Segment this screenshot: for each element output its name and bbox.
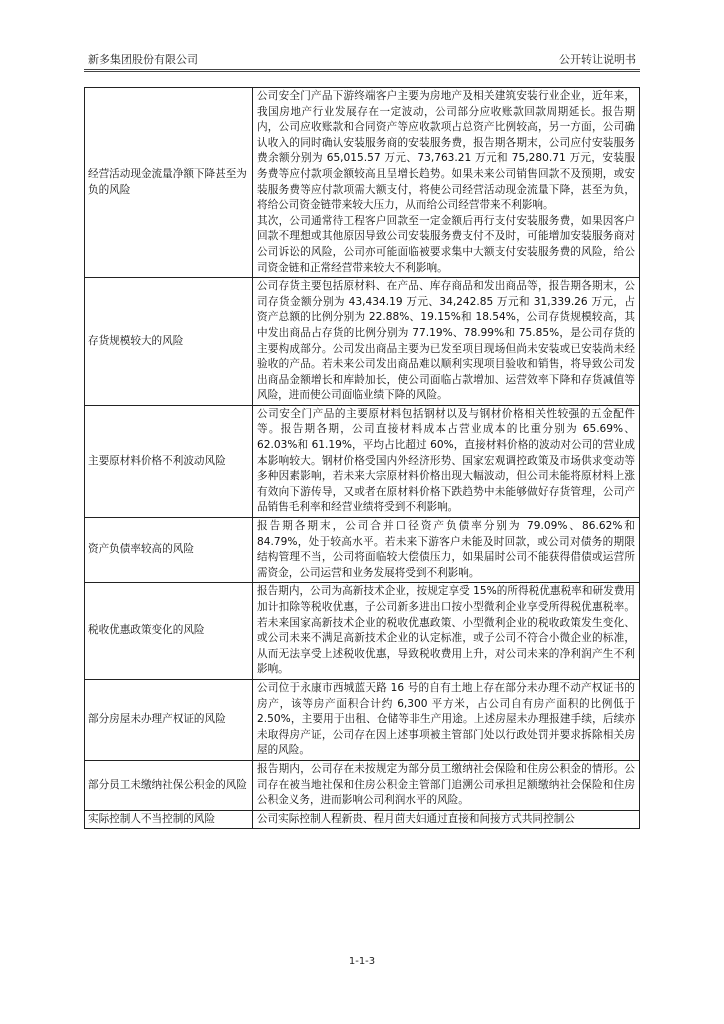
risk-description-paragraph: 报告期各期末，公司合并口径资产负债率分别为 79.09%、86.62%和 84.79%，处于较高水平。若未来下游客户未能及时回款，或公司对债务的期限结构管理不当，公司将面临较大偿债压力，如果届时公司不能获得借债或运营所需资金，公司运营和业务发展将受到不利影响。 bbox=[257, 520, 635, 579]
table-row bbox=[85, 278, 640, 406]
risk-description-paragraph: 公司存货主要包括原材料、在产品、库存商品和发出商品等，报告期各期末，公司存货金额分别为 43,434.19 万元、34,242.85 万元和 31,339.26 万元，占资产总额的比例分别为 22.88%、19.15%和 18.54%，公司存货规模较高，其中发出商品占存货的比例分别为 77.19%、78.99%和 75.85%，是公司存货的主要构成部分。公司发出商品主要为已发至项目现场但尚未安装或已安装尚未经验收的产品。若未来公司发出商品难以顺利实现项目验收和销售，将导致公司发出商品金额增长和库龄加长，使公司面临占款增加、运营效率下降和存货减值等风险，进而使公司面临业绩下降的风险。 bbox=[257, 280, 635, 402]
table-row bbox=[85, 583, 640, 680]
table-row bbox=[85, 810, 640, 829]
risk-name-cell: 存货规模较大的风险 bbox=[85, 278, 253, 406]
risk-factor-table bbox=[84, 87, 640, 829]
risk-name-cell: 主要原材料价格不利波动风险 bbox=[85, 405, 253, 517]
risk-description-cell bbox=[253, 810, 640, 829]
risk-description-paragraph: 公司安全门产品下游终端客户主要为房地产及相关建筑安装行业企业，近年来，我国房地产行业发展存在一定波动，公司部分应收账款回款周期延长。报告期内，公司应收账款和合同资产等应收款项占总资产比例较高，另一方面，公司确认收入的同时确认安装服务商的安装服务费，报告期各期末，公司应付安装服务费余额分别为 65,015.57 万元、73,763.21 万元和 75,280.71 万元，安装服务费等应付款项金额较高且呈增长趋势。如果未来公司销售回款不及预期，或安装服务费等应付款项需大额支付，将使公司经营活动现金流量下降，甚至为负，将给公司资金链带来较大压力，从而给公司经营带来不利影响。 bbox=[257, 90, 635, 212]
risk-description-cell bbox=[253, 679, 640, 760]
risk-description-cell bbox=[253, 405, 640, 517]
risk-description-cell bbox=[253, 88, 640, 278]
risk-description-paragraph: 报告期内，公司存在未按规定为部分员工缴纳社会保险和住房公积金的情形。公司存在被当地社保和住房公积金主管部门追溯公司承担足额缴纳社会保险和住房公积金义务，进而影响公司利润水平的风险。 bbox=[257, 762, 635, 807]
risk-description-paragraph: 公司安全门产品的主要原材料包括钢材以及与钢材价格相关性较强的五金配件等。报告期各期，公司直接材料成本占营业成本的比重分别为 65.69%、62.03%和 61.19%，平均占比超过 60%，直接材料价格的波动对公司的营业成本影响较大。钢材价格受国内外经济形势、国家宏观调控政策及市场供求变动等多种因素影响，若未来大宗原材料价格出现大幅波动，但公司未能将原材料上涨有效向下游传导，又或者在原材料价格下跌趋势中未能够做好存货管理，公司产品销售毛利率和经营业绩将受到不利影响。 bbox=[257, 407, 635, 514]
header-divider-secondary bbox=[84, 71, 640, 72]
table-row bbox=[85, 405, 640, 517]
risk-description-paragraph: 公司实际控制人程新贵、程月茴夫妇通过直接和间接方式共同控制公 bbox=[257, 812, 575, 825]
risk-name-cell: 部分员工未缴纳社保公积金的风险 bbox=[85, 760, 253, 810]
header-document-title: 公开转让说明书 bbox=[559, 53, 636, 66]
risk-name-cell: 税收优惠政策变化的风险 bbox=[85, 583, 253, 680]
page-number: 1-1-3 bbox=[348, 956, 376, 967]
risk-name-cell: 实际控制人不当控制的风险 bbox=[85, 810, 253, 829]
risk-description-paragraph: 公司位于永康市西城蓝天路 16 号的自有土地上存在部分未办理不动产权证书的房产，该等房产面积合计约 6,300 平方米，占公司自有房产面积的比例低于 2.50%，主要用于出租、仓储等非生产用途。上述房屋未办理报建手续，后续亦未取得房产证，公司存在因上述事项被主管部门处以行政处罚并要求拆除相关房屋的风险。 bbox=[257, 681, 635, 757]
risk-name-cell: 部分房屋未办理产权证的风险 bbox=[85, 679, 253, 760]
risk-name-cell: 资产负债率较高的风险 bbox=[85, 518, 253, 583]
risk-description-cell bbox=[253, 583, 640, 680]
table-row bbox=[85, 88, 640, 278]
table-row bbox=[85, 760, 640, 810]
table-row bbox=[85, 518, 640, 583]
table-row bbox=[85, 679, 640, 760]
header-company-name: 新多集团股份有限公司 bbox=[88, 53, 198, 66]
risk-description-cell bbox=[253, 760, 640, 810]
header-divider bbox=[84, 69, 640, 70]
risk-description-cell bbox=[253, 278, 640, 406]
risk-description-cell bbox=[253, 518, 640, 583]
page-header bbox=[88, 52, 636, 68]
risk-name-cell: 经营活动现金流量净额下降甚至为负的风险 bbox=[85, 88, 253, 278]
risk-description-paragraph: 其次，公司通常待工程客户回款至一定金额后再行支付安装服务费，如果因客户回款不理想或其他原因导致公司安装服务费支付不及时，可能增加安装服务商对公司诉讼的风险，公司亦可能面临被要求集中大额支付安装服务费的风险，给公司资金链和正常经营带来较大不利影响。 bbox=[257, 214, 635, 274]
risk-description-paragraph: 报告期内，公司为高新技术企业，按规定享受 15%的所得税优惠税率和研发费用加计扣除等税收优惠，子公司新多进出口按小型微利企业享受所得税优惠税率。若未来国家高新技术企业的税收优惠政策、小型微利企业的税收政策发生变化、或公司未来不满足高新技术企业的认定标准，或子公司不符合小微企业的标准，从而无法享受上述税收优惠，导致税收费用上升，对公司未来的净利润产生不利影响。 bbox=[257, 585, 635, 676]
